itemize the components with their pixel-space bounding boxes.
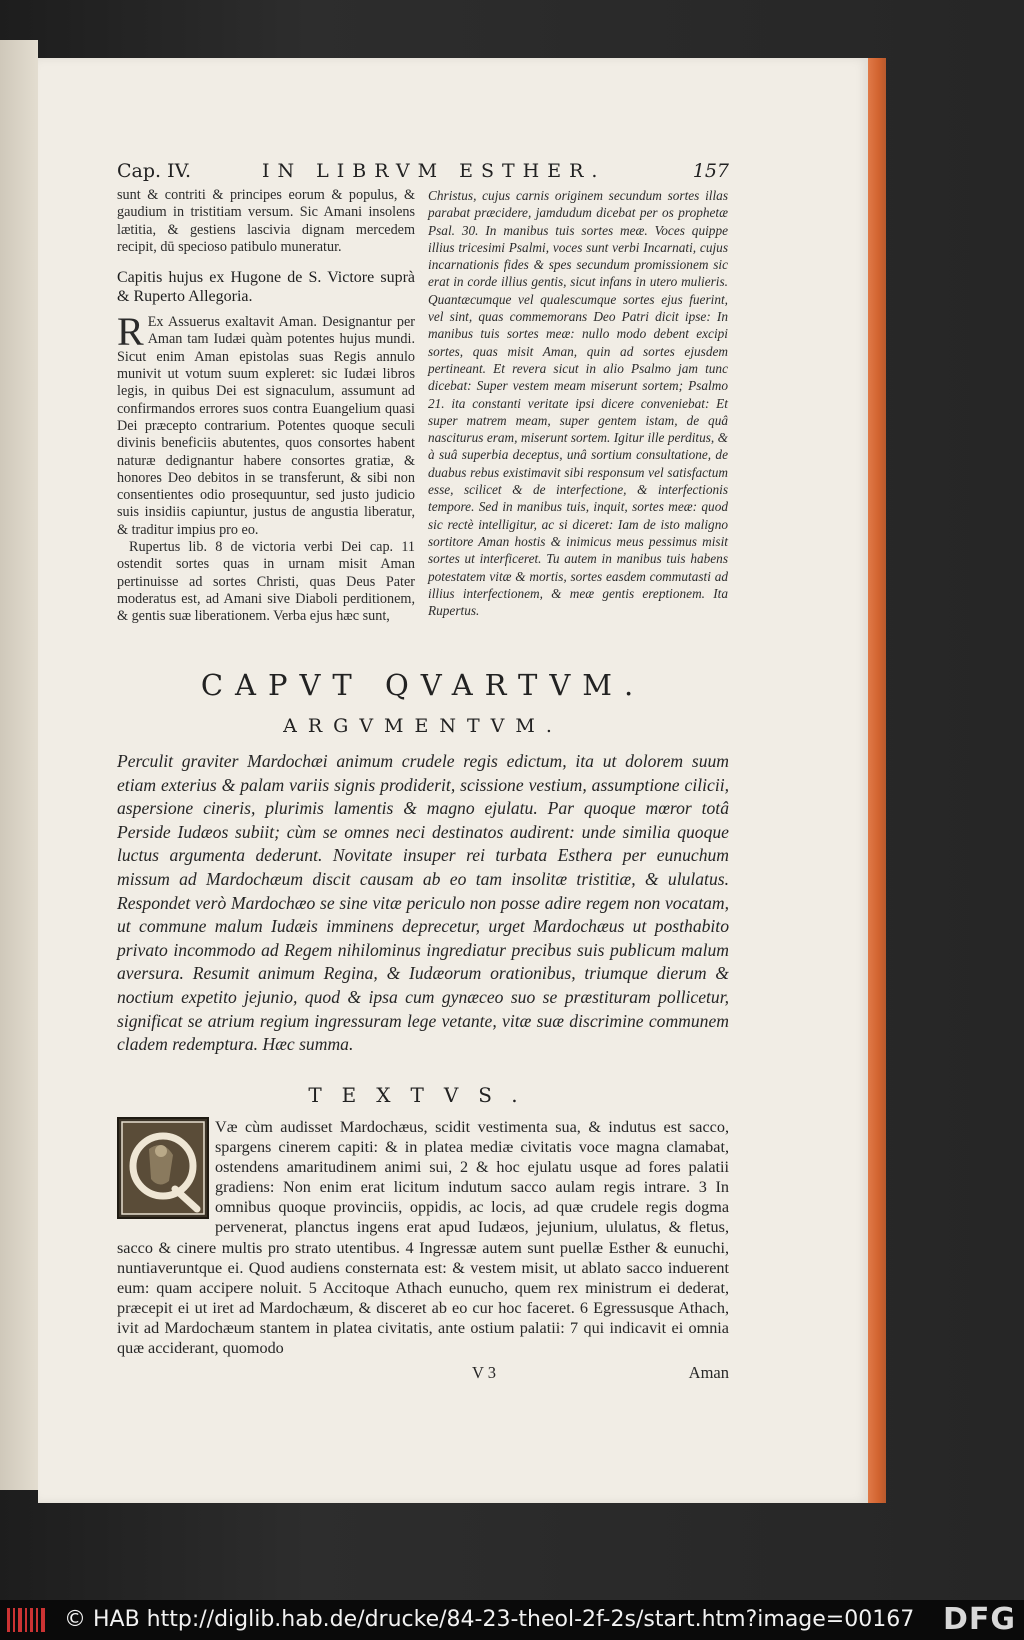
- textus-text: Væ cùm audisset Mardochæus, scidit vestimenta sua, & indutus est sacco, spargens cinerem capiti: & in platea mediæ civitatis voce magna clamabat, ostendens amaritudinem animi sui, 2 & hoc ejulatu usque ad fores palatii gradiens: Non enim erat licitum indutum sacco aulam regis intrare. 3 In omnibus quoque provinciis, oppidis, ac locis, ad quæ crudele regis dogma pervenerat, planctus ingens erat apud Iudæos, jejunium, ululatus, & fletus, sacco & cinere multis pro strato utentibus. 4 Ingressæ autem sunt puellæ Esther & eunuchi, nuntiaveruntque ei. Quod audiens consternata est: & vestem misit, ut ablato sacco induerent eum: quam accipere noluit. 5 Accitoque Athach eunucho, quem rex ministrum ei dederat, præcepit ei ut iret ad Mardochæum, & disceret ab eo cur hoc faceret. 6 Egressusque Athach, ivit ad Mardochæum stantem in platea civitatis, ante ostium palatii: 7 qui indicavit ei omnia quæ acciderant, quomodo: [117, 1118, 729, 1358]
- textus-section: [117, 1117, 729, 1358]
- barcode-icon: [6, 1606, 46, 1634]
- source-url-link[interactable]: © HAB http://diglib.hab.de/drucke/84-23-theol-2f-2s/start.htm?image=00167: [64, 1607, 915, 1632]
- left-intro-text: sunt & contriti & principes eorum & populus, & gaudium in tristitiam versum. Sic Amani insolens lætitia, & gestiens lascivia dignam mercedem recipit, dū specioso patibulo muneratur.: [117, 187, 415, 255]
- allegory-paragraph: [117, 309, 415, 539]
- dfg-logo: DFG: [942, 1602, 1016, 1637]
- catchword-row: [117, 1363, 729, 1385]
- allegory-text: Ex Assuerus exaltavit Aman. Designantur per Aman tam Iudæi quàm potentes hujus mundi. Sicut enim Aman epistolas suas Regis annulo munivit ut votum suum expleret: sic Iudæi libros legis, in quibus Dei est signaculum, assumunt ad confirmandos errores suos contra Euangelium quasi Dei præcepto contrarium. Potentes quoque seculi divinis beneficiis abutentes, quos consortes habent naturæ dedignantur habere consortes gratiæ, & honores Deo debitos in se transferunt, & sibi non consentientes odio prosequuntur, sed justo judicio suis insidiis capiuntur, justus de angustia liberatur, & traditur impius pro eo.: [117, 314, 415, 538]
- dropcap-r: R: [117, 309, 144, 355]
- chapter-title: CAPVT QVARTVM.: [200, 668, 646, 702]
- rupertus-quotation: Christus, cujus carnis originem secundum sortes illas parabat præcidere, jamdudum dicebat per os prophetæ Psal. 30. In manibus tuis sortes meæ. Voces quippe illius tricesimi Psalmi, voces sunt verbi Incarnati, cujus incarnationis fides & spes secundum promissionem sic erat in corde illius gentis, sicut infans in utero mulieris. Quantæcumque vel qualescumque sortes ejus fuerint, vel sint, quas commemorans Deo Patri dicit ipse: In manibus tuis sortes meæ: nullo modo debent excipi sortes, quas misit Aman, quin ad sortes ejusdem pertineant. Et revera sicut in alio Psalmo jam tunc dicebat: Super vestem meam miserunt sortem; Psalmo 21. ita constanti veritate ipsi dicere conveniebat: Et super matrem meam, super gentem istam, de quâ nasciturus eram, miserunt sortem. Igitur ille perditus, & à suâ superbia deceptus, unâ sortium consultatione, de duabus rebus existimavit sibi responsum vel satisfactum esse, scilicet & de interfectione, & interfectionis tempore. Sed in manibus tuis, inquit, sortes meæ: quod sic rectè intelligitur, ac si diceret: Iam de isto maligno sortitore Aman hostis & inimicus meus pessimus misit sortes ut interficeret. Tu autem in manibus tuis habens potestatem vitæ & mortis, sortes easdem commutasti ad illius interfectionem, & meæ gentis ereptionem. Ita Rupertus.: [428, 188, 728, 619]
- rupertus-paragraph: Rupertus lib. 8 de victoria verbi Dei cap. 11 ostendit sortes quas in urnam misit Aman pertinuisse ad sortes Christi, quas Deus Pater moderatus est, ad Amani sive Diaboli perditionem, & gentis suæ liberationem. Verba ejus hæc sunt,: [117, 539, 415, 625]
- page-number: 157: [692, 160, 729, 182]
- running-head: [117, 160, 729, 188]
- left-column: [117, 187, 415, 626]
- signature-mark: V 3: [472, 1363, 496, 1382]
- footer-bar: [0, 1600, 1024, 1640]
- textus-heading: TEXTVS.: [308, 1083, 538, 1107]
- right-column: [428, 187, 728, 619]
- catchword: Aman: [688, 1363, 729, 1382]
- argumentum-text: Perculit graviter Mardochæi animum crudele regis edictum, ita ut dolorem suum etiam exterius & palam variis signis prodiderit, scissione vestium, assumptione cilicii, aspersione cineris, plurimis lamentis & magno ejulatu. Par quoque mœror totâ Perside Iudæos subiit; cùm se omnes neci destinatos audirent: unde similia quoque luctus argumenta dederunt. Novitate insuper rei turbata Esthera per eunuchum missum ad Mardochæum discit causam ab eo tam insolitæ tristitiæ, & ululatus. Respondet verò Mardochæo se sine vitæ periculo non posse adire regem non vocatam, ut commune malum Iudæis imminens deprecetur, urget Mardochæus ut posthabito privato incommodo ad Regem nihilominus ingrediatur precibus suis publicum malum aversura. Resumit animum Regina, & Iudæorum orationibus, triumque dierum & noctium expetito jejunio, quod & ipsa cum gynæceo suo se præstituram pollicetur, significat se atrium regium ingressuram lege vetante, vitæ suæ discrimine communem cladem redemptura. Hæc summa.: [117, 751, 729, 1055]
- page-gilt-edge: [868, 58, 886, 1503]
- previous-page-edge: [0, 40, 38, 1490]
- argumentum-heading: ARGVMENTVM.: [283, 715, 563, 737]
- chapter-label: Cap. IV.: [117, 160, 192, 182]
- allegory-heading: Capitis hujus ex Hugone de S. Victore suprà & Ruperto Allegoria.: [117, 269, 415, 306]
- book-title: IN LIBRVM ESTHER.: [262, 160, 606, 182]
- woodcut-initial-q-icon: [117, 1117, 209, 1219]
